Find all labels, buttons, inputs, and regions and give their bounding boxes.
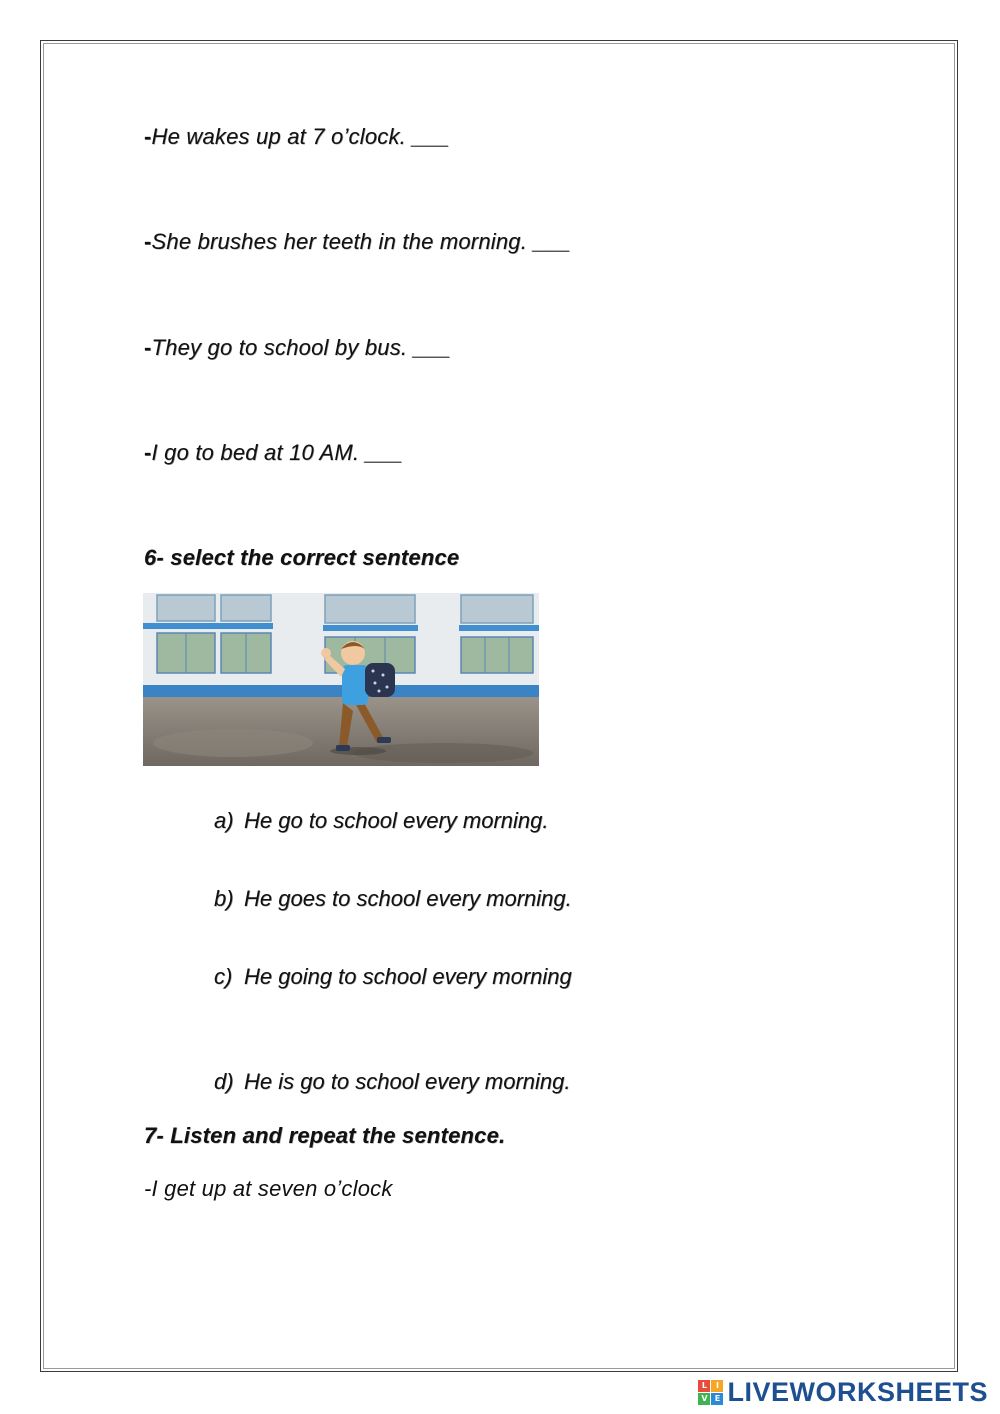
statement-3: -They go to school by bus. ___ [144, 335, 451, 360]
option-a[interactable]: a) He go to school every morning. [214, 808, 549, 833]
boy-going-to-school-photo [143, 593, 539, 766]
option-d[interactable]: d) He is go to school every morning. [214, 1069, 571, 1094]
liveworksheets-logo [698, 1377, 988, 1408]
logo-icon: L I V E [698, 1380, 723, 1405]
logo-text: LIVEWORKSHEETS [727, 1377, 988, 1407]
section-6-heading: 6- select the correct sentence [144, 545, 460, 570]
option-b[interactable]: b) He goes to school every morning. [214, 886, 572, 911]
section-7-sentence: -I get up at seven o’clock [144, 1176, 393, 1201]
statement-1: -He wakes up at 7 o’clock. ___ [144, 124, 450, 149]
statement-4: -I go to bed at 10 AM. ___ [144, 440, 403, 465]
section-7-heading: 7- Listen and repeat the sentence. [144, 1123, 506, 1148]
statement-2: -She brushes her teeth in the morning. ___ [144, 229, 571, 254]
option-c[interactable]: c) He going to school every morning [214, 964, 572, 989]
